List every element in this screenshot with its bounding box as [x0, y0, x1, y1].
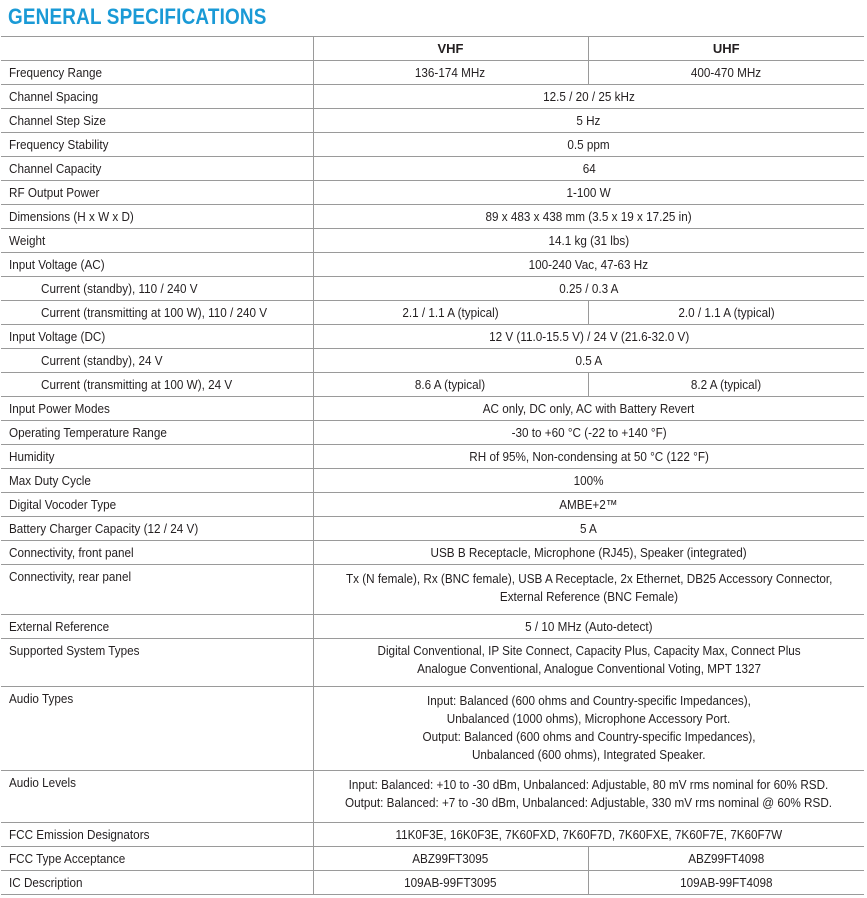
table-row: [1, 469, 864, 493]
table-row: [1, 541, 864, 565]
row-value-line: Output: Balanced: +7 to -30 dBm, Unbalanced: Adjustable, 330 mV rms nominal @ 60% RSD.: [345, 795, 833, 810]
table-row: [1, 181, 864, 205]
header-label: [1, 37, 313, 61]
vhf-value: 2.1 / 1.1 A (typical): [402, 305, 499, 320]
table-row: [1, 325, 864, 349]
row-label: Channel Capacity: [9, 161, 102, 176]
table-row: [1, 109, 864, 133]
table-row: [1, 771, 864, 823]
row-value: 100%: [573, 473, 604, 488]
row-value-line: Unbalanced (1000 ohms), Microphone Accessory Port.: [446, 711, 731, 726]
row-label: Channel Step Size: [9, 113, 106, 128]
table-row: [1, 157, 864, 181]
table-row: [1, 421, 864, 445]
row-label: Input Voltage (AC): [9, 257, 105, 272]
row-label: Connectivity, front panel: [9, 545, 134, 560]
row-value: AMBE+2™: [559, 497, 618, 512]
row-value: 64: [582, 161, 596, 176]
uhf-value: 8.2 A (typical): [691, 377, 762, 392]
table-row: [1, 823, 864, 847]
row-value-line: Output: Balanced (600 ohms and Country-specific Impedances),: [422, 729, 756, 744]
row-label: Humidity: [9, 449, 55, 464]
row-label: External Reference: [9, 619, 110, 634]
uhf-value: ABZ99FT4098: [688, 851, 765, 866]
row-label: IC Description: [9, 875, 83, 890]
row-label: Channel Spacing: [9, 89, 99, 104]
row-label: Weight: [9, 233, 46, 248]
row-value: 0.5 A: [575, 353, 603, 368]
table-row: [1, 61, 864, 85]
row-label: Connectivity, rear panel: [9, 569, 132, 584]
uhf-value: 2.0 / 1.1 A (typical): [678, 305, 775, 320]
row-label: Operating Temperature Range: [9, 425, 167, 440]
table-row: [1, 493, 864, 517]
row-value-line: Input: Balanced (600 ohms and Country-specific Impedances),: [426, 693, 751, 708]
row-label: Input Power Modes: [9, 401, 110, 416]
uhf-value: 109AB-99FT4098: [680, 875, 773, 890]
row-value-line: Unbalanced (600 ohms), Integrated Speaker.: [471, 747, 706, 762]
table-row: [1, 639, 864, 687]
spec-table: [1, 36, 864, 895]
table-row: [1, 349, 864, 373]
row-value: RH of 95%, Non-condensing at 50 °C (122 °F): [468, 449, 709, 464]
table-row: [1, 397, 864, 421]
row-value: 11K0F3E, 16K0F3E, 7K60FXD, 7K60F7D, 7K60FXE, 7K60F7E, 7K60F7W: [395, 827, 783, 842]
table-row: [1, 253, 864, 277]
table-row: [1, 277, 864, 301]
table-row: [1, 85, 864, 109]
row-label: Supported System Types: [9, 643, 140, 658]
row-value: 100-240 Vac, 47-63 Hz: [529, 257, 649, 272]
row-value-line: Tx (N female), Rx (BNC female), USB A Receptacle, 2x Ethernet, DB25 Accessory Connector,: [345, 571, 832, 586]
row-value-line: Analogue Conventional, Analogue Conventional Voting, MPT 1327: [416, 661, 761, 676]
row-label: Audio Levels: [9, 775, 77, 790]
row-label: Digital Vocoder Type: [9, 497, 117, 512]
table-row: [1, 373, 864, 397]
row-value: 5 A: [580, 521, 598, 536]
table-row: [1, 229, 864, 253]
table-row: [1, 615, 864, 639]
table-row: [1, 565, 864, 615]
row-label: Frequency Stability: [9, 137, 109, 152]
row-value: USB B Receptacle, Microphone (RJ45), Speaker (integrated): [430, 545, 747, 560]
vhf-value: 8.6 A (typical): [415, 377, 486, 392]
row-label: Current (transmitting at 100 W), 110 / 240 V: [41, 305, 268, 320]
row-label: Current (transmitting at 100 W), 24 V: [41, 377, 233, 392]
table-row: [1, 301, 864, 325]
table-row: [1, 445, 864, 469]
row-value: 5 Hz: [576, 113, 601, 128]
table-row: [1, 687, 864, 771]
row-label: Current (standby), 110 / 240 V: [41, 281, 198, 296]
row-label: FCC Emission Designators: [9, 827, 150, 842]
row-label: Input Voltage (DC): [9, 329, 106, 344]
row-value-line: Input: Balanced: +10 to -30 dBm, Unbalanced: Adjustable, 80 mV rms nominal for 60% RSD.: [348, 777, 829, 792]
header-uhf: UHF: [588, 37, 864, 61]
row-value: 89 x 483 x 438 mm (3.5 x 19 x 17.25 in): [485, 209, 692, 224]
table-row: [1, 847, 864, 871]
row-label: Audio Types: [9, 691, 74, 706]
header-vhf: VHF: [313, 37, 588, 61]
row-value: 12.5 / 20 / 25 kHz: [542, 89, 635, 104]
row-value: 0.25 / 0.3 A: [559, 281, 619, 296]
row-value: 1-100 W: [566, 185, 611, 200]
row-label: RF Output Power: [9, 185, 100, 200]
table-row: [1, 517, 864, 541]
row-value: 12 V (11.0-15.5 V) / 24 V (21.6-32.0 V): [488, 329, 689, 344]
page-title: GENERAL SPECIFICATIONS: [8, 4, 267, 29]
row-label: FCC Type Acceptance: [9, 851, 126, 866]
table-row: [1, 205, 864, 229]
uhf-value: 400-470 MHz: [691, 65, 762, 80]
vhf-value: ABZ99FT3095: [412, 851, 489, 866]
vhf-value: 109AB-99FT3095: [404, 875, 497, 890]
row-value: -30 to +60 °C (-22 to +140 °F): [511, 425, 667, 440]
vhf-value: 136-174 MHz: [415, 65, 486, 80]
table-row: [1, 133, 864, 157]
row-value: 0.5 ppm: [567, 137, 610, 152]
row-label: Max Duty Cycle: [9, 473, 91, 488]
row-value-line: External Reference (BNC Female): [499, 589, 678, 604]
row-label: Battery Charger Capacity (12 / 24 V): [9, 521, 199, 536]
row-label: Current (standby), 24 V: [41, 353, 163, 368]
row-value-line: Digital Conventional, IP Site Connect, Capacity Plus, Capacity Max, Connect Plus: [377, 643, 801, 658]
header-row: [1, 37, 864, 61]
row-value: AC only, DC only, AC with Battery Revert: [482, 401, 695, 416]
row-label: Frequency Range: [9, 65, 103, 80]
table-row: [1, 871, 864, 895]
row-value: 14.1 kg (31 lbs): [548, 233, 630, 248]
row-value: 5 / 10 MHz (Auto-detect): [525, 619, 653, 634]
row-label: Dimensions (H x W x D): [9, 209, 134, 224]
